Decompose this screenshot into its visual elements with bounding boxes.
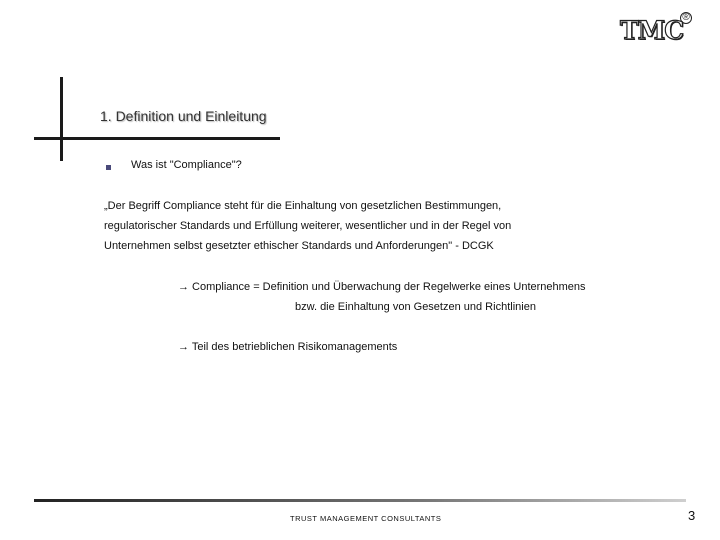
footer-line: [34, 499, 686, 502]
quote-line: regulatorischer Standards und Erfüllung weiterer, wesentlicher und in der Regel von: [104, 220, 512, 232]
bullet-icon: [106, 165, 111, 170]
bullet-question: Was ist "Compliance"?: [131, 159, 242, 171]
footer-company: TRUST MANAGEMENT CONSULTANTS: [290, 514, 442, 523]
page-number: 3: [688, 508, 696, 523]
quote-line: Unternehmen selbst gesetzter ethischer Standards und Anforderungen" - DCGK: [104, 240, 494, 252]
company-logo: TMC: [620, 16, 684, 45]
accent-horizontal-line: [34, 137, 280, 140]
arrow-point-compliance: → Compliance = Definition und Überwachung der Regelwerke eines Unternehmens: [178, 281, 586, 293]
arrow-point-continuation: bzw. die Einhaltung von Gesetzen und Richtlinien: [295, 301, 536, 313]
section-title: 1. Definition und Einleitung: [100, 108, 267, 124]
quote-line: „Der Begriff Compliance steht für die Einhaltung von gesetzlichen Bestimmungen,: [104, 200, 502, 212]
registered-mark: ®: [680, 12, 692, 24]
accent-vertical-line: [60, 77, 63, 161]
arrow-point-risk: → Teil des betrieblichen Risikomanagements: [178, 341, 398, 353]
